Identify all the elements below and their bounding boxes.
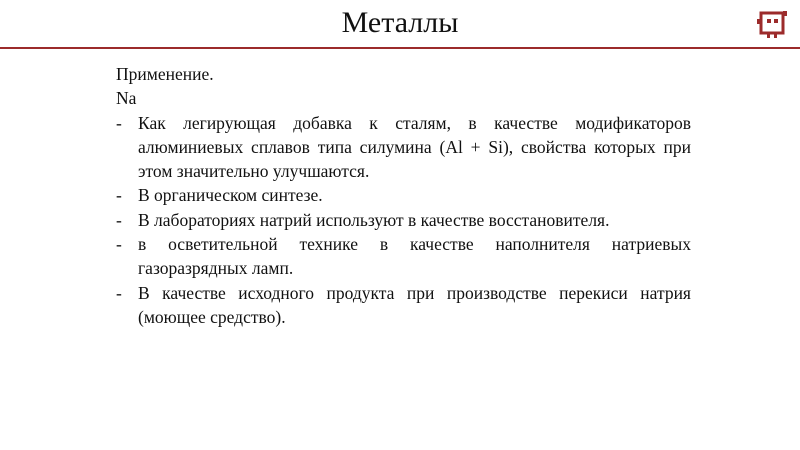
robot-face-icon <box>755 5 791 41</box>
title-divider <box>0 47 800 49</box>
list-item-text: В органическом синтезе. <box>138 185 323 206</box>
list-item-text: Как легирующая добавка к сталям, в качестве модификаторов алюминиевых сплавов типа силумина (Al + Si), свойства которых при этом значительно улучшаются. <box>138 112 691 182</box>
list-bullet: - <box>116 209 122 230</box>
slide-header <box>0 0 800 47</box>
list-bullet: - <box>116 234 122 255</box>
list-item <box>116 281 691 330</box>
slide-content <box>116 62 691 329</box>
list-item-text: в осветительной технике в качестве наполнителя натриевых газоразрядных ламп. <box>138 234 691 279</box>
list-item <box>116 183 691 207</box>
application-list <box>116 111 691 330</box>
list-item <box>116 232 691 281</box>
slide-title: Металлы <box>341 6 459 39</box>
list-item-text: В качестве исходного продукта при производстве перекиси натрия (моющее средство). <box>138 282 691 327</box>
list-bullet: - <box>116 112 122 133</box>
section-heading: Применение. <box>116 64 214 84</box>
list-item <box>116 111 691 184</box>
element-symbol: Na <box>116 88 137 109</box>
list-bullet: - <box>116 185 122 206</box>
list-bullet: - <box>116 282 122 303</box>
list-item <box>116 208 691 232</box>
list-item-text: В лабораториях натрий используют в качестве восстановителя. <box>138 209 610 230</box>
